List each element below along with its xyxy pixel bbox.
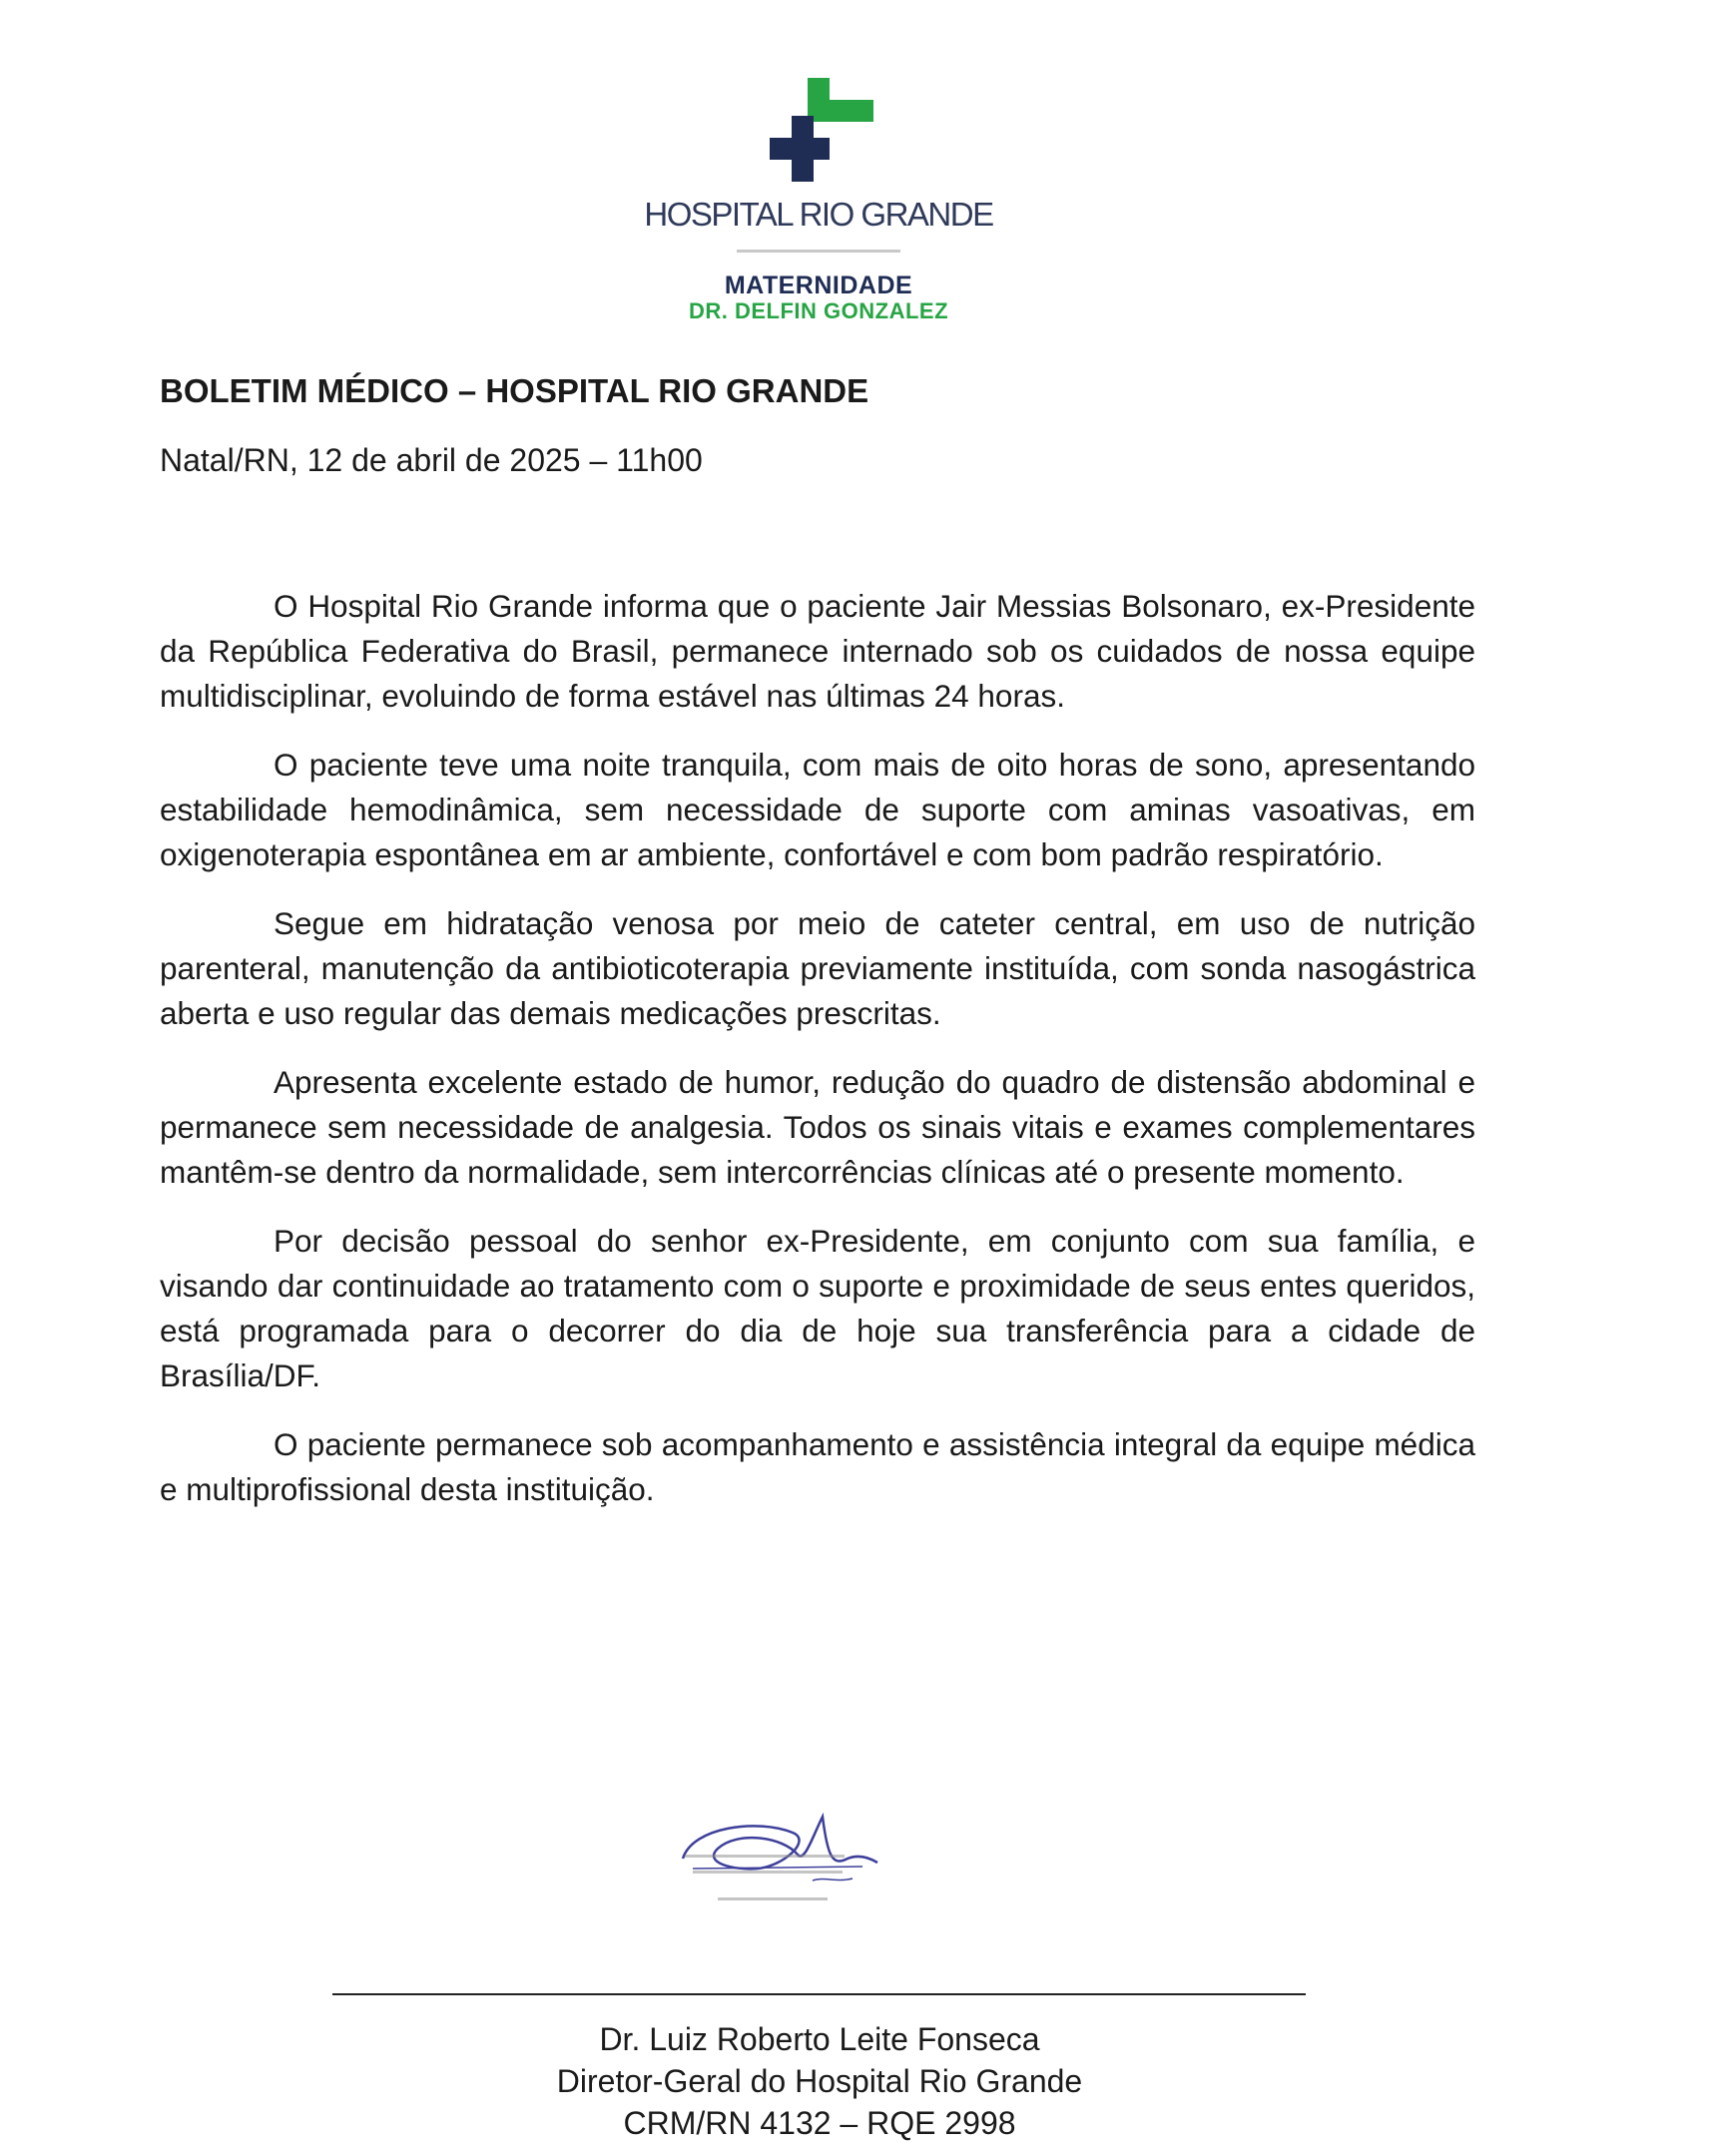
document-date: Natal/RN, 12 de abril de 2025 – 11h00 [160, 442, 703, 478]
paragraph: Por decisão pessoal do senhor ex-Presidente, em conjunto com sua família, e visando dar continuidade ao tratamento com o suporte e proximidade de seus entes queridos, está programada para o decorrer do dia de hoje sua transferência para a cidade de Brasília/DF. [160, 1223, 1475, 1393]
logo-navy-bar-horizontal [770, 138, 830, 160]
signer-role: Diretor-Geral do Hospital Rio Grande [556, 2063, 1083, 2099]
handwritten-signature [663, 1797, 892, 1916]
paragraph: O paciente teve uma noite tranquila, com mais de oito horas de sono, apresentando estabilidade hemodinâmica, sem necessidade de suporte com aminas vasoativas, em oxigenoterapia espontânea em ar ambiente, confortável e com bom padrão respiratório. [160, 747, 1475, 872]
hospital-name: HOSPITAL RIO GRANDE [644, 196, 993, 233]
paragraph: Segue em hidratação venosa por meio de cateter central, em uso de nutrição parenteral, manutenção da antibioticoterapia previamente instituída, com sonda nasogástrica aberta e uso regular das demais medicações prescritas. [160, 905, 1475, 1031]
maternity-title: MATERNIDADE [724, 271, 913, 299]
signer-name: Dr. Luiz Roberto Leite Fonseca [599, 2021, 1040, 2057]
document-title: BOLETIM MÉDICO – HOSPITAL RIO GRANDE [160, 372, 869, 409]
logo-white-gap [814, 122, 830, 138]
signer-registration: CRM/RN 4132 – RQE 2998 [623, 2105, 1016, 2141]
maternity-subtitle: DR. DELFIN GONZALEZ [688, 298, 949, 323]
paragraph: Apresenta excelente estado de humor, redução do quadro de distensão abdominal e permanece sem necessidade de analgesia. Todos os sinais vitais e exames complementares mantêm-se dentro da normalidade, sem intercorrências clínicas até o presente momento. [160, 1064, 1475, 1190]
paragraph: O paciente permanece sob acompanhamento e assistência integral da equipe médica e multiprofissional desta instituição. [160, 1426, 1475, 1507]
logo-divider [737, 250, 900, 253]
document-body [160, 584, 1475, 1536]
paragraph: O Hospital Rio Grande informa que o paciente Jair Messias Bolsonaro, ex-Presidente da República Federativa do Brasil, permanece internado sob os cuidados de nossa equipe multidisciplinar, evoluindo de forma estável nas últimas 24 horas. [160, 588, 1475, 714]
logo-green-bar-horizontal [808, 100, 873, 122]
hospital-cross-logo [770, 78, 873, 182]
signature-line [332, 1993, 1306, 1995]
